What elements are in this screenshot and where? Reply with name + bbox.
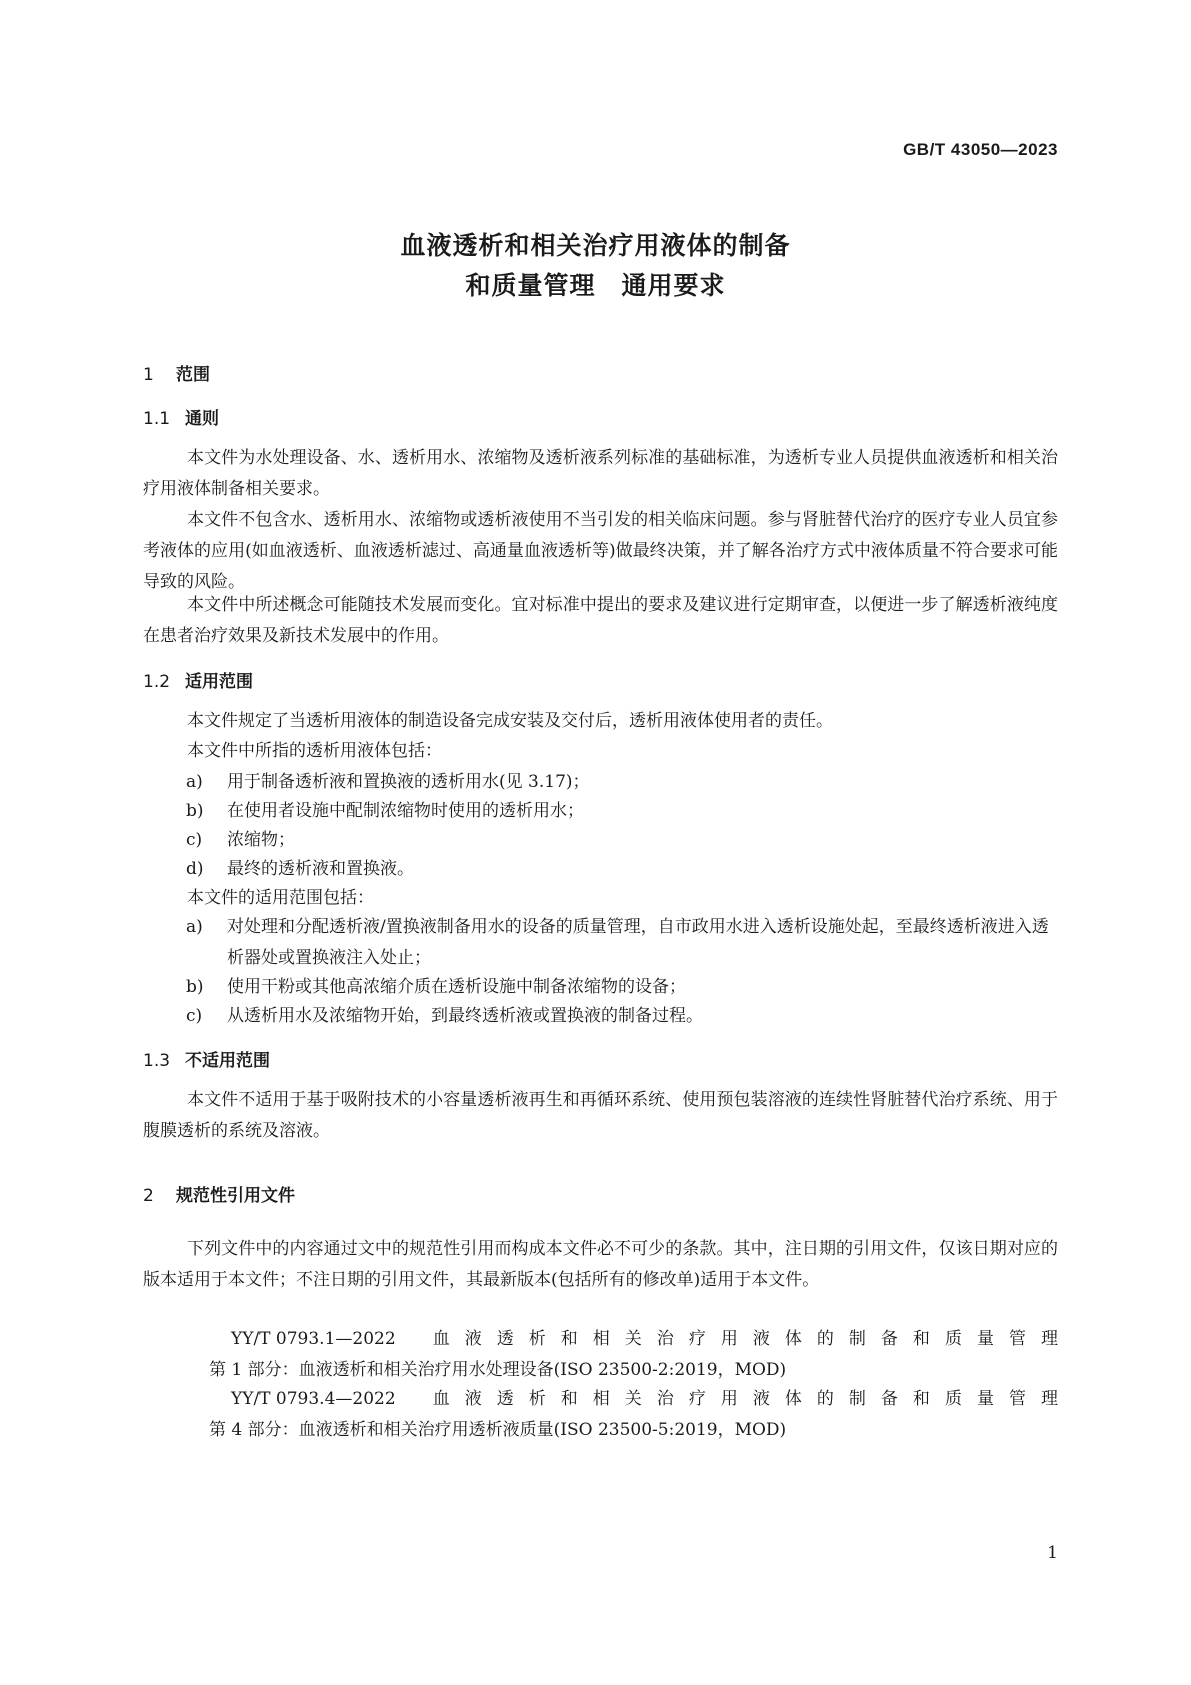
reference-code: YY/T 0793.4—2022 bbox=[231, 1389, 396, 1409]
reference-title: 血液透析和相关治疗用液体的制备和质量管理 bbox=[417, 1389, 1058, 1409]
section-title: 通则 bbox=[185, 409, 219, 429]
paragraph: 本文件不适用于基于吸附技术的小容量透析液再生和再循环系统、使用预包装溶液的连续性肾脏替代治疗系统、用于腹膜透析的系统及溶液。 bbox=[143, 1090, 1058, 1141]
paragraph: 本文件不包含水、透析用水、浓缩物或透析液使用不当引发的相关临床问题。参与肾脏替代治疗的医疗专业人员宜参考液体的应用(如血液透析、血液透析滤过、高通量血液透析等)做最终决策，并了解各治疗方式中液体质量不符合要求可能导致的风险。 bbox=[143, 510, 1058, 592]
reference-code: YY/T 0793.1—2022 bbox=[231, 1329, 396, 1349]
list-item bbox=[186, 825, 1058, 856]
section-title: 适用范围 bbox=[185, 672, 253, 692]
list-label: a) bbox=[186, 917, 203, 937]
page-number: 1 bbox=[1047, 1543, 1058, 1563]
list-label: b) bbox=[186, 801, 204, 821]
reference-entry bbox=[143, 1324, 1058, 1386]
paragraph: 下列文件中的内容通过文中的规范性引用而构成本文件必不可少的条款。其中，注日期的引用文件，仅该日期对应的版本适用于本文件；不注日期的引用文件，其最新版本(包括所有的修改单)适用于本文件。 bbox=[143, 1239, 1058, 1290]
list-label: a) bbox=[186, 772, 203, 792]
list-label: c) bbox=[186, 1006, 203, 1026]
list-item bbox=[186, 1001, 1058, 1032]
section-2-heading bbox=[143, 1181, 295, 1206]
list-text: 从透析用水及浓缩物开始，到最终透析液或置换液的制备过程。 bbox=[227, 1006, 703, 1026]
section-number: 1.2 bbox=[143, 672, 171, 692]
section-1-3-heading bbox=[143, 1046, 270, 1071]
reference-entry bbox=[143, 1384, 1058, 1446]
section-1-1-heading bbox=[143, 404, 219, 429]
paragraph: 本文件的适用范围包括： bbox=[187, 888, 374, 908]
section-1-2-heading bbox=[143, 667, 253, 692]
list-text: 使用干粉或其他高浓缩介质在透析设施中制备浓缩物的设备； bbox=[227, 977, 686, 997]
list-item bbox=[186, 912, 1058, 974]
reference-part: 第 4 部分：血液透析和相关治疗用透析液质量(ISO 23500-5:2019，MOD) bbox=[209, 1420, 787, 1440]
list-item bbox=[186, 767, 1058, 798]
section-title: 不适用范围 bbox=[185, 1051, 270, 1071]
list-label: c) bbox=[186, 830, 203, 850]
list-label: b) bbox=[186, 977, 204, 997]
paragraph: 本文件中所指的透析用液体包括： bbox=[187, 741, 442, 761]
paragraph: 本文件规定了当透析用液体的制造设备完成安装及交付后，透析用液体使用者的责任。 bbox=[187, 711, 833, 731]
document-title-line-1: 血液透析和相关治疗用液体的制备 bbox=[400, 231, 791, 260]
reference-title: 血液透析和相关治疗用液体的制备和质量管理 bbox=[417, 1329, 1058, 1349]
document-title-line-2: 和质量管理 通用要求 bbox=[465, 271, 726, 300]
list-text: 在使用者设施中配制浓缩物时使用的透析用水； bbox=[227, 801, 584, 821]
list-text: 最终的透析液和置换液。 bbox=[227, 859, 414, 879]
section-1-heading bbox=[143, 360, 210, 385]
list-text: 浓缩物； bbox=[227, 830, 295, 850]
list-label: d) bbox=[186, 859, 204, 879]
section-number: 1.3 bbox=[143, 1051, 171, 1071]
list-item bbox=[186, 854, 1058, 885]
list-text: 对处理和分配透析液/置换液制备用水的设备的质量管理，自市政用水进入透析设施处起，至最终透析液进入透析器处或置换液注入处止； bbox=[227, 917, 1049, 968]
paragraph: 本文件中所述概念可能随技术发展而变化。宜对标准中提出的要求及建议进行定期审查，以便进一步了解透析液纯度在患者治疗效果及新技术发展中的作用。 bbox=[143, 595, 1058, 646]
section-title: 规范性引用文件 bbox=[176, 1186, 295, 1206]
section-number: 1 bbox=[143, 365, 154, 385]
list-text: 用于制备透析液和置换液的透析用水(见 3.17)； bbox=[227, 772, 590, 792]
reference-part: 第 1 部分：血液透析和相关治疗用水处理设备(ISO 23500-2:2019，MOD) bbox=[209, 1360, 787, 1380]
paragraph: 本文件为水处理设备、水、透析用水、浓缩物及透析液系列标准的基础标准，为透析专业人员提供血液透析和相关治疗用液体制备相关要求。 bbox=[143, 448, 1058, 499]
section-number: 1.1 bbox=[143, 409, 171, 429]
list-item bbox=[186, 796, 1058, 827]
section-number: 2 bbox=[143, 1186, 154, 1206]
standard-code: GB/T 43050—2023 bbox=[903, 140, 1058, 159]
list-item bbox=[186, 972, 1058, 1003]
section-title: 范围 bbox=[176, 365, 210, 385]
